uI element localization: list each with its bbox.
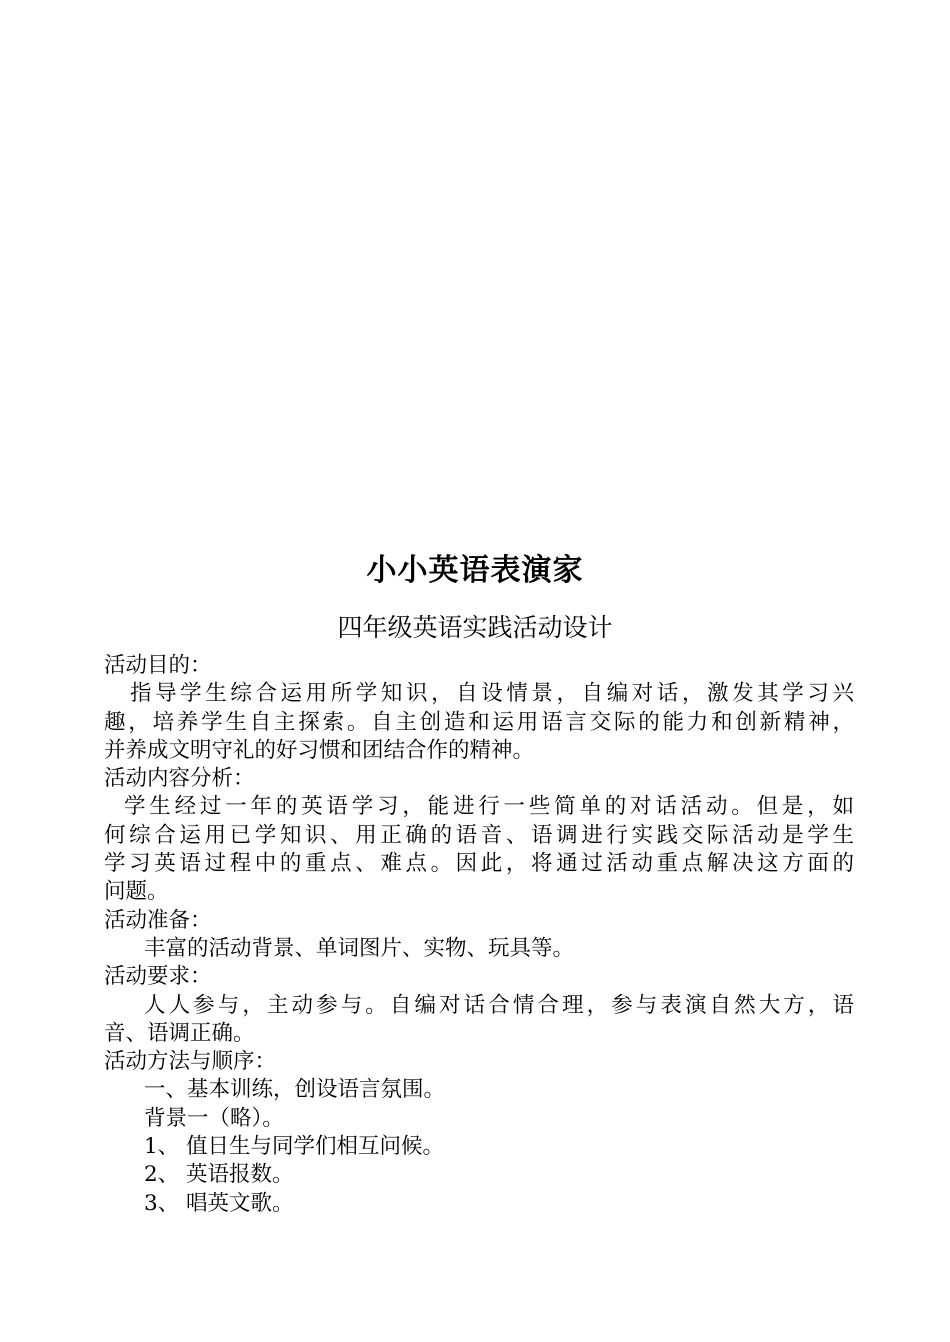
list-item xyxy=(104,1133,854,1161)
paragraph-line: 人人参与，主动参与。自编对话合情合理，参与表演自然大方，语 xyxy=(144,992,854,1018)
list-item-text: 值日生与同学们相互问候。 xyxy=(186,1134,445,1160)
list-item-number: 3、 xyxy=(144,1190,180,1216)
section-heading-analysis: 活动内容分析： xyxy=(104,766,255,792)
paragraph-line: 丰富的活动背景、单词图片、实物、玩具等。 xyxy=(144,935,575,961)
paragraph-line: 指导学生综合运用所学知识，自设情景，自编对话，激发其学习兴 xyxy=(130,681,854,707)
list-item xyxy=(104,1161,854,1189)
method-step-1: 一、基本训练，创设语言氛围。 xyxy=(144,1077,446,1103)
paragraph-line: 学习英语过程中的重点、难点。因此，将通过活动重点解决这方面的 xyxy=(104,851,854,877)
paragraph-line: 趣，培养学生自主探索。自主创造和运用语言交际的能力和创新精神， xyxy=(104,709,854,735)
document-subtitle: 四年级英语实践活动设计 xyxy=(337,613,613,642)
paragraph-line: 并养成文明守礼的好习惯和团结合作的精神。 xyxy=(104,737,535,763)
paragraph-line: 问题。 xyxy=(104,879,169,905)
section-heading-preparation: 活动准备： xyxy=(104,907,212,933)
list-item-number: 1、 xyxy=(144,1134,180,1160)
list-item-text: 英语报数。 xyxy=(186,1162,294,1188)
paragraph-line: 何综合运用已学知识、用正确的语音、语调进行实践交际活动是学生 xyxy=(104,822,854,848)
list-item xyxy=(104,1190,854,1218)
list-item-number: 2、 xyxy=(144,1162,180,1188)
section-heading-purpose: 活动目的： xyxy=(104,653,212,678)
section-heading-requirements: 活动要求： xyxy=(104,964,212,990)
document-body xyxy=(104,652,854,1218)
document-title: 小小英语表演家 xyxy=(366,553,584,588)
list-item-text: 唱英文歌。 xyxy=(186,1190,294,1216)
section-heading-method: 活动方法与顺序： xyxy=(104,1049,277,1075)
paragraph-line: 音、语调正确。 xyxy=(104,1020,255,1046)
paragraph-line: 学生经过一年的英语学习，能进行一些简单的对话活动。但是，如 xyxy=(124,794,854,820)
method-background: 背景一（略）。 xyxy=(144,1105,284,1131)
